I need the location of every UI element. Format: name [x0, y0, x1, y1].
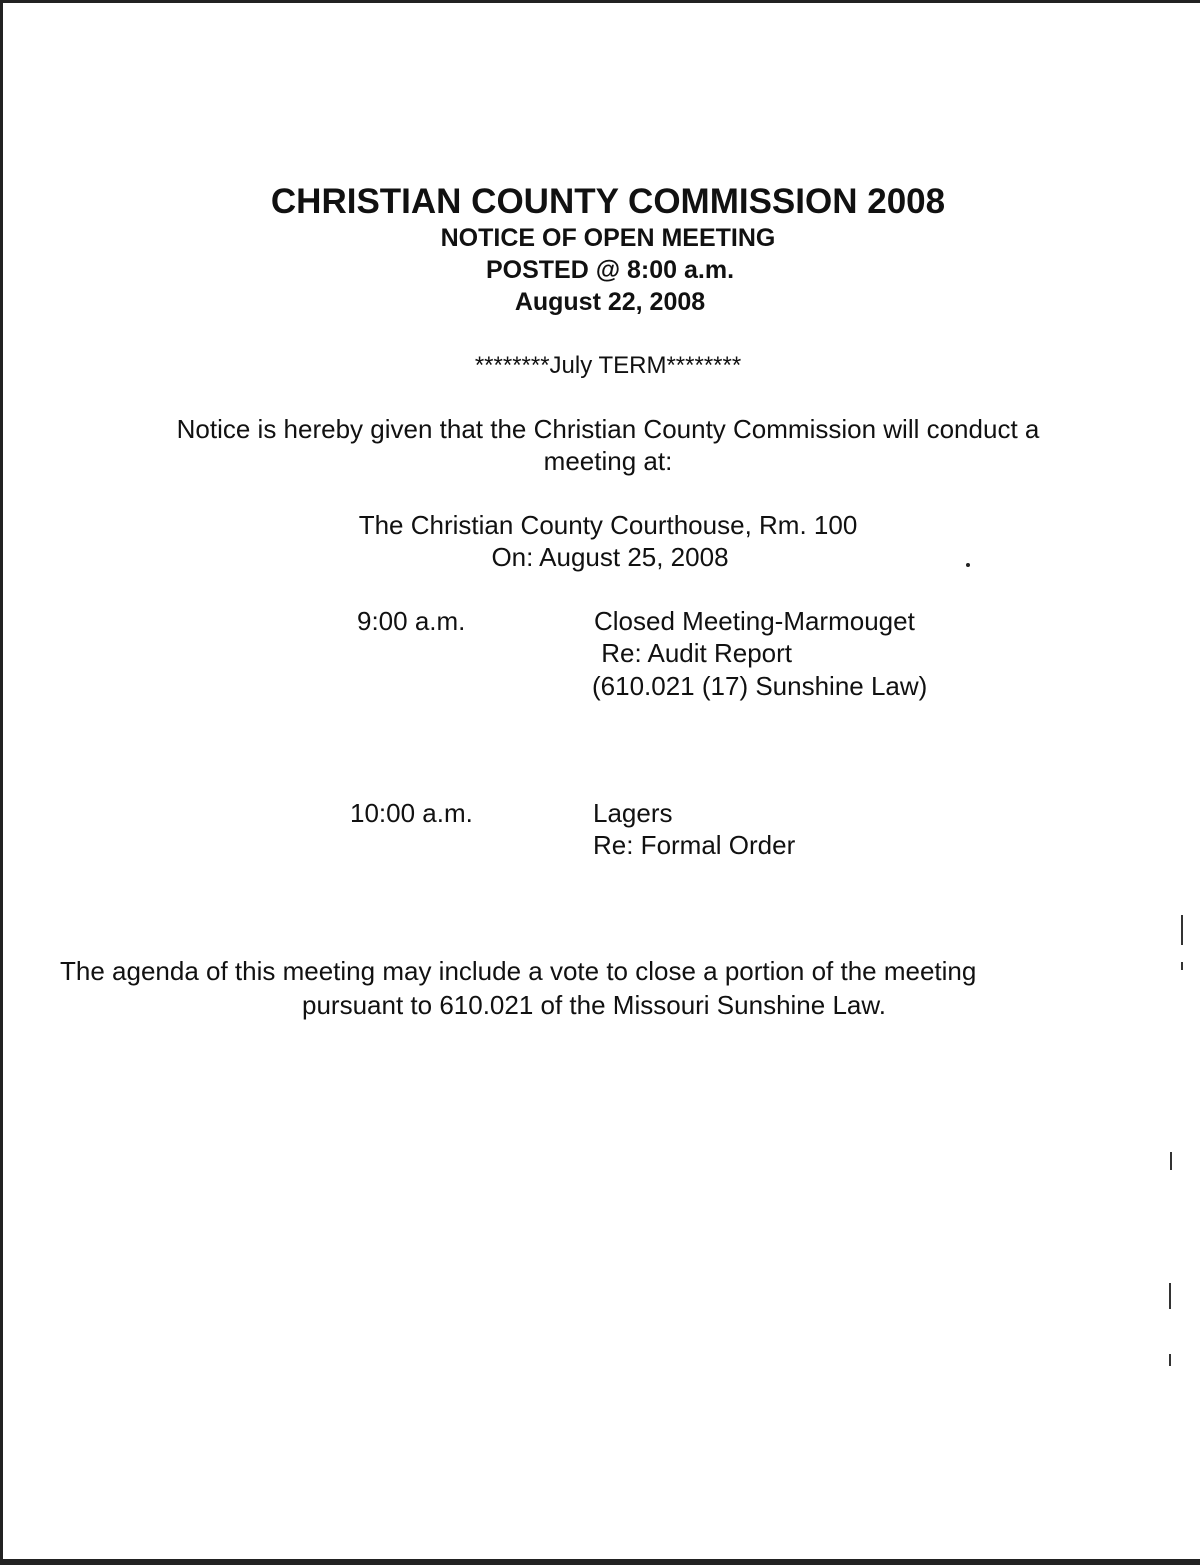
agenda-line: Closed Meeting-Marmouget [594, 606, 915, 636]
scan-mark [1169, 1354, 1171, 1366]
agenda-line: Lagers [593, 798, 673, 828]
scan-mark [1181, 915, 1183, 945]
meeting-date: On: August 25, 2008 [491, 542, 729, 572]
meeting-location: The Christian County Courthouse, Rm. 100 [358, 510, 858, 540]
scan-mark [1181, 962, 1183, 970]
footer-line-1: The agenda of this meeting may include a vote to close a portion of the meeting [60, 956, 977, 986]
agenda-line: Re: Audit Report [594, 638, 792, 668]
scan-edge-top [0, 0, 1200, 3]
scan-mark [1169, 1283, 1171, 1309]
notice-line-2: meeting at: [543, 446, 673, 476]
posted-date: August 22, 2008 [514, 288, 706, 316]
footer-line-2: pursuant to 610.021 of the Missouri Sunshine Law. [302, 990, 886, 1020]
notice-line-1: Notice is hereby given that the Christian County Commission will conduct a [176, 414, 1040, 444]
scan-edge-bottom [0, 1559, 1200, 1565]
notice-type: NOTICE OF OPEN MEETING [440, 224, 776, 252]
term-label: ********July TERM******** [474, 352, 742, 379]
stray-dot [966, 563, 970, 567]
posted-time: POSTED @ 8:00 a.m. [485, 256, 735, 284]
document-title: CHRISTIAN COUNTY COMMISSION 2008 [270, 182, 946, 221]
scan-mark [1170, 1152, 1172, 1170]
agenda-line: Re: Formal Order [593, 830, 796, 860]
agenda-time: 10:00 a.m. [350, 798, 473, 828]
agenda-line: (610.021 (17) Sunshine Law) [592, 671, 928, 701]
agenda-time: 9:00 a.m. [357, 606, 466, 636]
scan-edge-left [0, 0, 3, 1565]
